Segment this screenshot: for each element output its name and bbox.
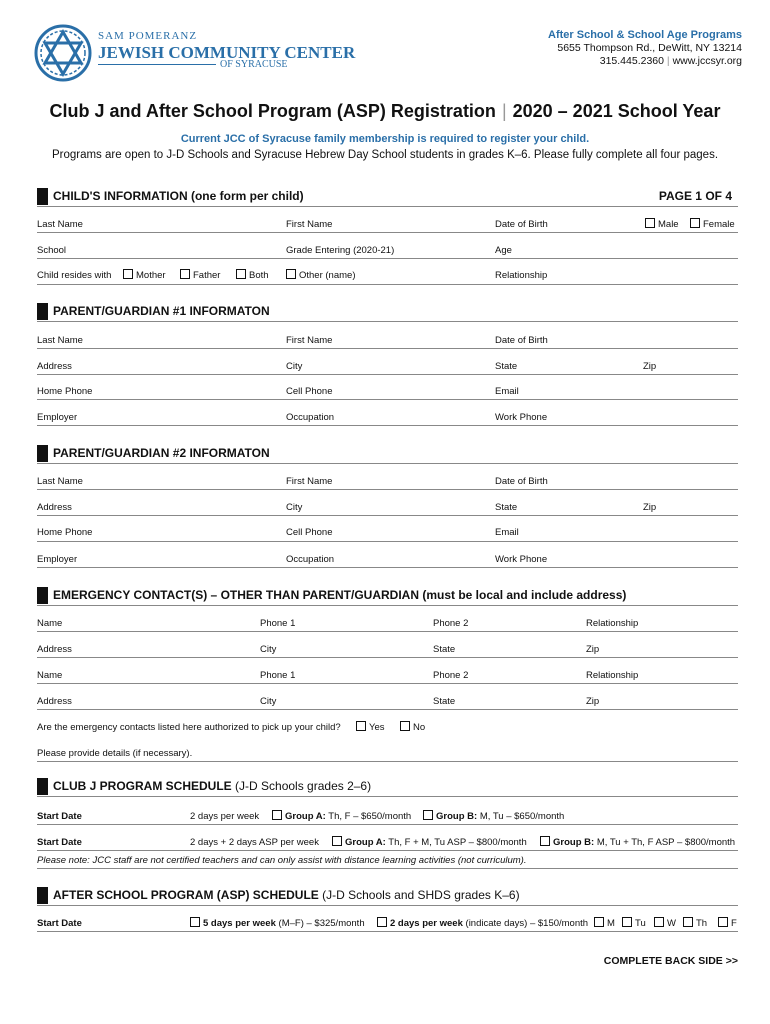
no-label: No <box>413 722 426 733</box>
rule <box>37 796 738 797</box>
logo-line1: SAM POMERANZ <box>98 30 198 42</box>
page-title: Club J and After School Program (ASP) Registration | 2020 – 2021 School Year <box>49 101 721 121</box>
both-label: Both <box>249 270 269 281</box>
section-asp-heading <box>53 888 520 902</box>
female-checkbox[interactable] <box>690 218 735 230</box>
clubj-heading-note: (J-D Schools grades 2–6) <box>235 779 372 793</box>
day-label: Th <box>696 918 708 929</box>
other-checkbox[interactable] <box>286 269 356 281</box>
ec1-name-field[interactable]: Name <box>37 618 63 629</box>
p1-zip-field[interactable]: Zip <box>643 361 657 372</box>
page-number: PAGE 1 OF 4 <box>658 189 732 203</box>
pickup-yes-checkbox[interactable] <box>356 721 385 733</box>
ec2-name-field[interactable]: Name <box>37 670 63 681</box>
section-parent2-heading: PARENT/GUARDIAN #2 INFORMATON <box>53 446 270 460</box>
rule <box>37 463 738 464</box>
rule <box>37 232 738 233</box>
p2-home-phone-field[interactable]: Home Phone <box>37 527 93 538</box>
title-main: Club J and After School Program (ASP) Registration <box>49 101 496 121</box>
p2-state-field[interactable]: State <box>495 502 518 513</box>
group-b-label: Group B: <box>436 811 478 822</box>
checkbox-icon <box>400 721 410 731</box>
day-checkbox-f[interactable] <box>718 917 737 929</box>
child-first-name-field[interactable]: First Name <box>286 219 333 230</box>
checkbox-icon <box>718 917 728 927</box>
resides-label: Child resides with <box>37 270 112 281</box>
intro-text: Programs are open to J-D Schools and Syracuse Hebrew Day School students in grades K–6. Please fully complete all four pages. <box>51 149 719 161</box>
age-field[interactable]: Age <box>495 245 512 256</box>
rule <box>37 761 738 762</box>
rule <box>37 931 738 932</box>
group-b-label: Group B: <box>553 837 595 848</box>
p2-work-phone-field[interactable]: Work Phone <box>495 554 548 565</box>
rule <box>37 709 738 710</box>
group-a-desc: Th, F + M, Tu ASP – $800/month <box>388 837 527 848</box>
p2-cell-phone-field[interactable]: Cell Phone <box>286 527 333 538</box>
asp-2day-label: 2 days per week <box>390 918 463 929</box>
rule <box>37 321 738 322</box>
section-parent1 <box>37 303 738 320</box>
section-clubj-heading <box>53 779 371 793</box>
day-label: M <box>607 918 615 929</box>
clubj-start-date-field[interactable]: Start Date <box>37 811 82 822</box>
rule <box>37 631 738 632</box>
rule <box>37 850 738 851</box>
ec1-address-field[interactable]: Address <box>37 644 72 655</box>
group-b-desc: M, Tu – $650/month <box>479 811 565 822</box>
grade-field[interactable]: Grade Entering (2020-21) <box>286 245 395 256</box>
p1-cell-phone-field[interactable]: Cell Phone <box>286 386 333 397</box>
asp-2day-checkbox[interactable] <box>377 917 588 929</box>
checkbox-icon <box>236 269 246 279</box>
details-field[interactable]: Please provide details (if necessary). <box>37 748 193 759</box>
checkbox-icon <box>377 917 387 927</box>
ec1-zip-field[interactable]: Zip <box>586 644 600 655</box>
p2-city-field[interactable]: City <box>286 502 303 513</box>
rule <box>37 868 738 869</box>
checkbox-icon <box>423 810 433 820</box>
p1-state-field[interactable]: State <box>495 361 518 372</box>
checkbox-icon <box>180 269 190 279</box>
section-bar <box>37 587 48 604</box>
clubj-row1-group-a-checkbox[interactable] <box>272 810 411 822</box>
clubj-row2-group-a-checkbox[interactable] <box>332 836 527 848</box>
address: 5655 Thompson Rd., DeWitt, NY 13214 <box>557 42 742 54</box>
checkbox-icon <box>190 917 200 927</box>
checkbox-icon <box>690 218 700 228</box>
asp-start-date-field[interactable]: Start Date <box>37 918 82 929</box>
checkbox-icon <box>540 836 550 846</box>
program-title: After School & School Age Programs <box>548 29 742 41</box>
pickup-no-checkbox[interactable] <box>400 721 425 733</box>
rule <box>37 541 738 542</box>
section-bar <box>37 445 48 462</box>
p2-dob-field[interactable]: Date of Birth <box>495 476 548 487</box>
checkbox-icon <box>594 917 604 927</box>
mother-checkbox[interactable] <box>123 269 166 281</box>
jcc-logo-icon <box>34 24 92 82</box>
ec2-city-field[interactable]: City <box>260 696 277 707</box>
section-asp <box>37 887 738 904</box>
rule <box>37 567 738 568</box>
day-checkbox-m[interactable] <box>594 917 615 929</box>
p1-occupation-field[interactable]: Occupation <box>286 412 335 423</box>
section-bar <box>37 887 48 904</box>
phone-web: 315.445.2360 | www.jccsyr.org <box>599 55 742 67</box>
asp-5day-desc: (M–F) – $325/month <box>278 918 365 929</box>
section-parent1-heading: PARENT/GUARDIAN #1 INFORMATON <box>53 304 270 318</box>
rule <box>37 683 738 684</box>
p2-employer-field[interactable]: Employer <box>37 554 78 565</box>
clubj-row2-group-b-checkbox[interactable] <box>540 836 735 848</box>
asp-5day-checkbox[interactable] <box>190 917 365 929</box>
relationship-field[interactable]: Relationship <box>495 270 548 281</box>
checkbox-icon <box>356 721 366 731</box>
complete-back-side: COMPLETE BACK SIDE >> <box>603 955 738 967</box>
checkbox-icon <box>645 218 655 228</box>
rule <box>37 374 738 375</box>
father-label: Father <box>193 270 221 281</box>
p1-dob-field[interactable]: Date of Birth <box>495 335 548 346</box>
ec1-phone1-field[interactable]: Phone 1 <box>260 618 296 629</box>
day-checkbox-th[interactable] <box>683 917 707 929</box>
section-bar <box>37 303 48 320</box>
day-checkbox-tu[interactable] <box>622 917 646 929</box>
asp-5day-label: 5 days per week <box>203 918 276 929</box>
section-child-heading: CHILD'S INFORMATION (one form per child) <box>53 189 304 203</box>
father-checkbox[interactable] <box>180 269 220 281</box>
ec2-phone1-field[interactable]: Phone 1 <box>260 670 296 681</box>
checkbox-icon <box>622 917 632 927</box>
rule <box>37 489 738 490</box>
day-label: W <box>667 918 676 929</box>
ec1-phone2-field[interactable]: Phone 2 <box>433 618 469 629</box>
school-field[interactable]: School <box>37 245 67 256</box>
both-checkbox[interactable] <box>236 269 269 281</box>
p2-email-field[interactable]: Email <box>495 527 519 538</box>
rule <box>37 206 738 207</box>
p1-first-name-field[interactable]: First Name <box>286 335 333 346</box>
logo-rule <box>98 64 216 65</box>
section-parent2 <box>37 445 738 462</box>
rule <box>37 284 738 285</box>
child-last-name-field[interactable]: Last Name <box>37 219 83 230</box>
group-a-desc: Th, F – $650/month <box>328 811 412 822</box>
rule <box>37 905 738 906</box>
phone: 315.445.2360 <box>599 55 664 67</box>
other-label: Other (name) <box>299 270 356 281</box>
checkbox-icon <box>272 810 282 820</box>
asp-heading-text: AFTER SCHOOL PROGRAM (ASP) SCHEDULE <box>53 888 319 902</box>
section-emergency-heading: EMERGENCY CONTACT(S) – OTHER THAN PARENT/GUARDIAN (must be local and include address) <box>53 588 627 602</box>
header-contact <box>548 29 742 68</box>
section-emergency <box>37 587 738 604</box>
checkbox-icon <box>683 917 693 927</box>
checkbox-icon <box>286 269 296 279</box>
day-label: F <box>731 918 737 929</box>
group-b-desc: M, Tu + Th, F ASP – $800/month <box>596 837 736 848</box>
p1-email-field[interactable]: Email <box>495 386 519 397</box>
child-dob-field[interactable]: Date of Birth <box>495 219 548 230</box>
male-checkbox[interactable] <box>645 218 679 230</box>
p2-first-name-field[interactable]: First Name <box>286 476 333 487</box>
checkbox-icon <box>654 917 664 927</box>
section-clubj <box>37 778 738 795</box>
p1-work-phone-field[interactable]: Work Phone <box>495 412 548 423</box>
website: www.jccsyr.org <box>672 55 742 67</box>
asp-heading-note: (J-D Schools and SHDS grades K–6) <box>322 888 520 902</box>
p1-city-field[interactable]: City <box>286 361 303 372</box>
checkbox-icon <box>332 836 342 846</box>
clubj-note: Please note: JCC staff are not certified teachers and can only assist with distance learning activities (not curriculum). <box>37 855 527 866</box>
day-checkbox-w[interactable] <box>654 917 676 929</box>
ec2-address-field[interactable]: Address <box>37 696 72 707</box>
p2-occupation-field[interactable]: Occupation <box>286 554 335 565</box>
ec2-relationship-field[interactable]: Relationship <box>586 670 639 681</box>
pickup-question: Are the emergency contacts listed here authorized to pick up your child? <box>37 722 341 733</box>
checkbox-icon <box>123 269 133 279</box>
clubj-row2-label: 2 days + 2 days ASP per week <box>190 837 319 848</box>
logo-line3: OF SYRACUSE <box>220 59 288 70</box>
male-label: Male <box>658 219 679 230</box>
clubj-row1-group-b-checkbox[interactable] <box>423 810 564 822</box>
rule <box>37 399 738 400</box>
p2-address-field[interactable]: Address <box>37 502 72 513</box>
logo-line2: JEWISH COMMUNITY CENTER <box>98 43 356 62</box>
p1-address-field[interactable]: Address <box>37 361 72 372</box>
p1-last-name-field[interactable]: Last Name <box>37 335 83 346</box>
ec2-state-field[interactable]: State <box>433 696 456 707</box>
title-year: 2020 – 2021 School Year <box>512 101 721 121</box>
mother-label: Mother <box>136 270 166 281</box>
clubj-heading-text: CLUB J PROGRAM SCHEDULE <box>53 779 232 793</box>
ec2-zip-field[interactable]: Zip <box>586 696 600 707</box>
p2-zip-field[interactable]: Zip <box>643 502 657 513</box>
p1-home-phone-field[interactable]: Home Phone <box>37 386 93 397</box>
group-a-label: Group A: <box>285 811 326 822</box>
ec1-city-field[interactable]: City <box>260 644 277 655</box>
ec1-state-field[interactable]: State <box>433 644 456 655</box>
day-label: Tu <box>635 918 646 929</box>
rule <box>37 657 738 658</box>
ec2-phone2-field[interactable]: Phone 2 <box>433 670 469 681</box>
membership-note: Current JCC of Syracuse family membership is required to register your child. <box>180 133 590 145</box>
clubj-row1-label: 2 days per week <box>190 811 260 822</box>
section-bar <box>37 188 48 205</box>
rule <box>37 258 738 259</box>
rule <box>37 605 738 606</box>
rule <box>37 515 738 516</box>
ec1-relationship-field[interactable]: Relationship <box>586 618 639 629</box>
p2-last-name-field[interactable]: Last Name <box>37 476 83 487</box>
rule <box>37 824 738 825</box>
rule <box>37 348 738 349</box>
rule <box>37 425 738 426</box>
female-label: Female <box>703 219 735 230</box>
section-bar <box>37 778 48 795</box>
yes-label: Yes <box>369 722 385 733</box>
section-child <box>37 188 738 205</box>
p1-employer-field[interactable]: Employer <box>37 412 78 423</box>
asp-2day-desc: (indicate days) – $150/month <box>465 918 589 929</box>
group-a-label: Group A: <box>345 837 386 848</box>
clubj-start-date2-field[interactable]: Start Date <box>37 837 82 848</box>
